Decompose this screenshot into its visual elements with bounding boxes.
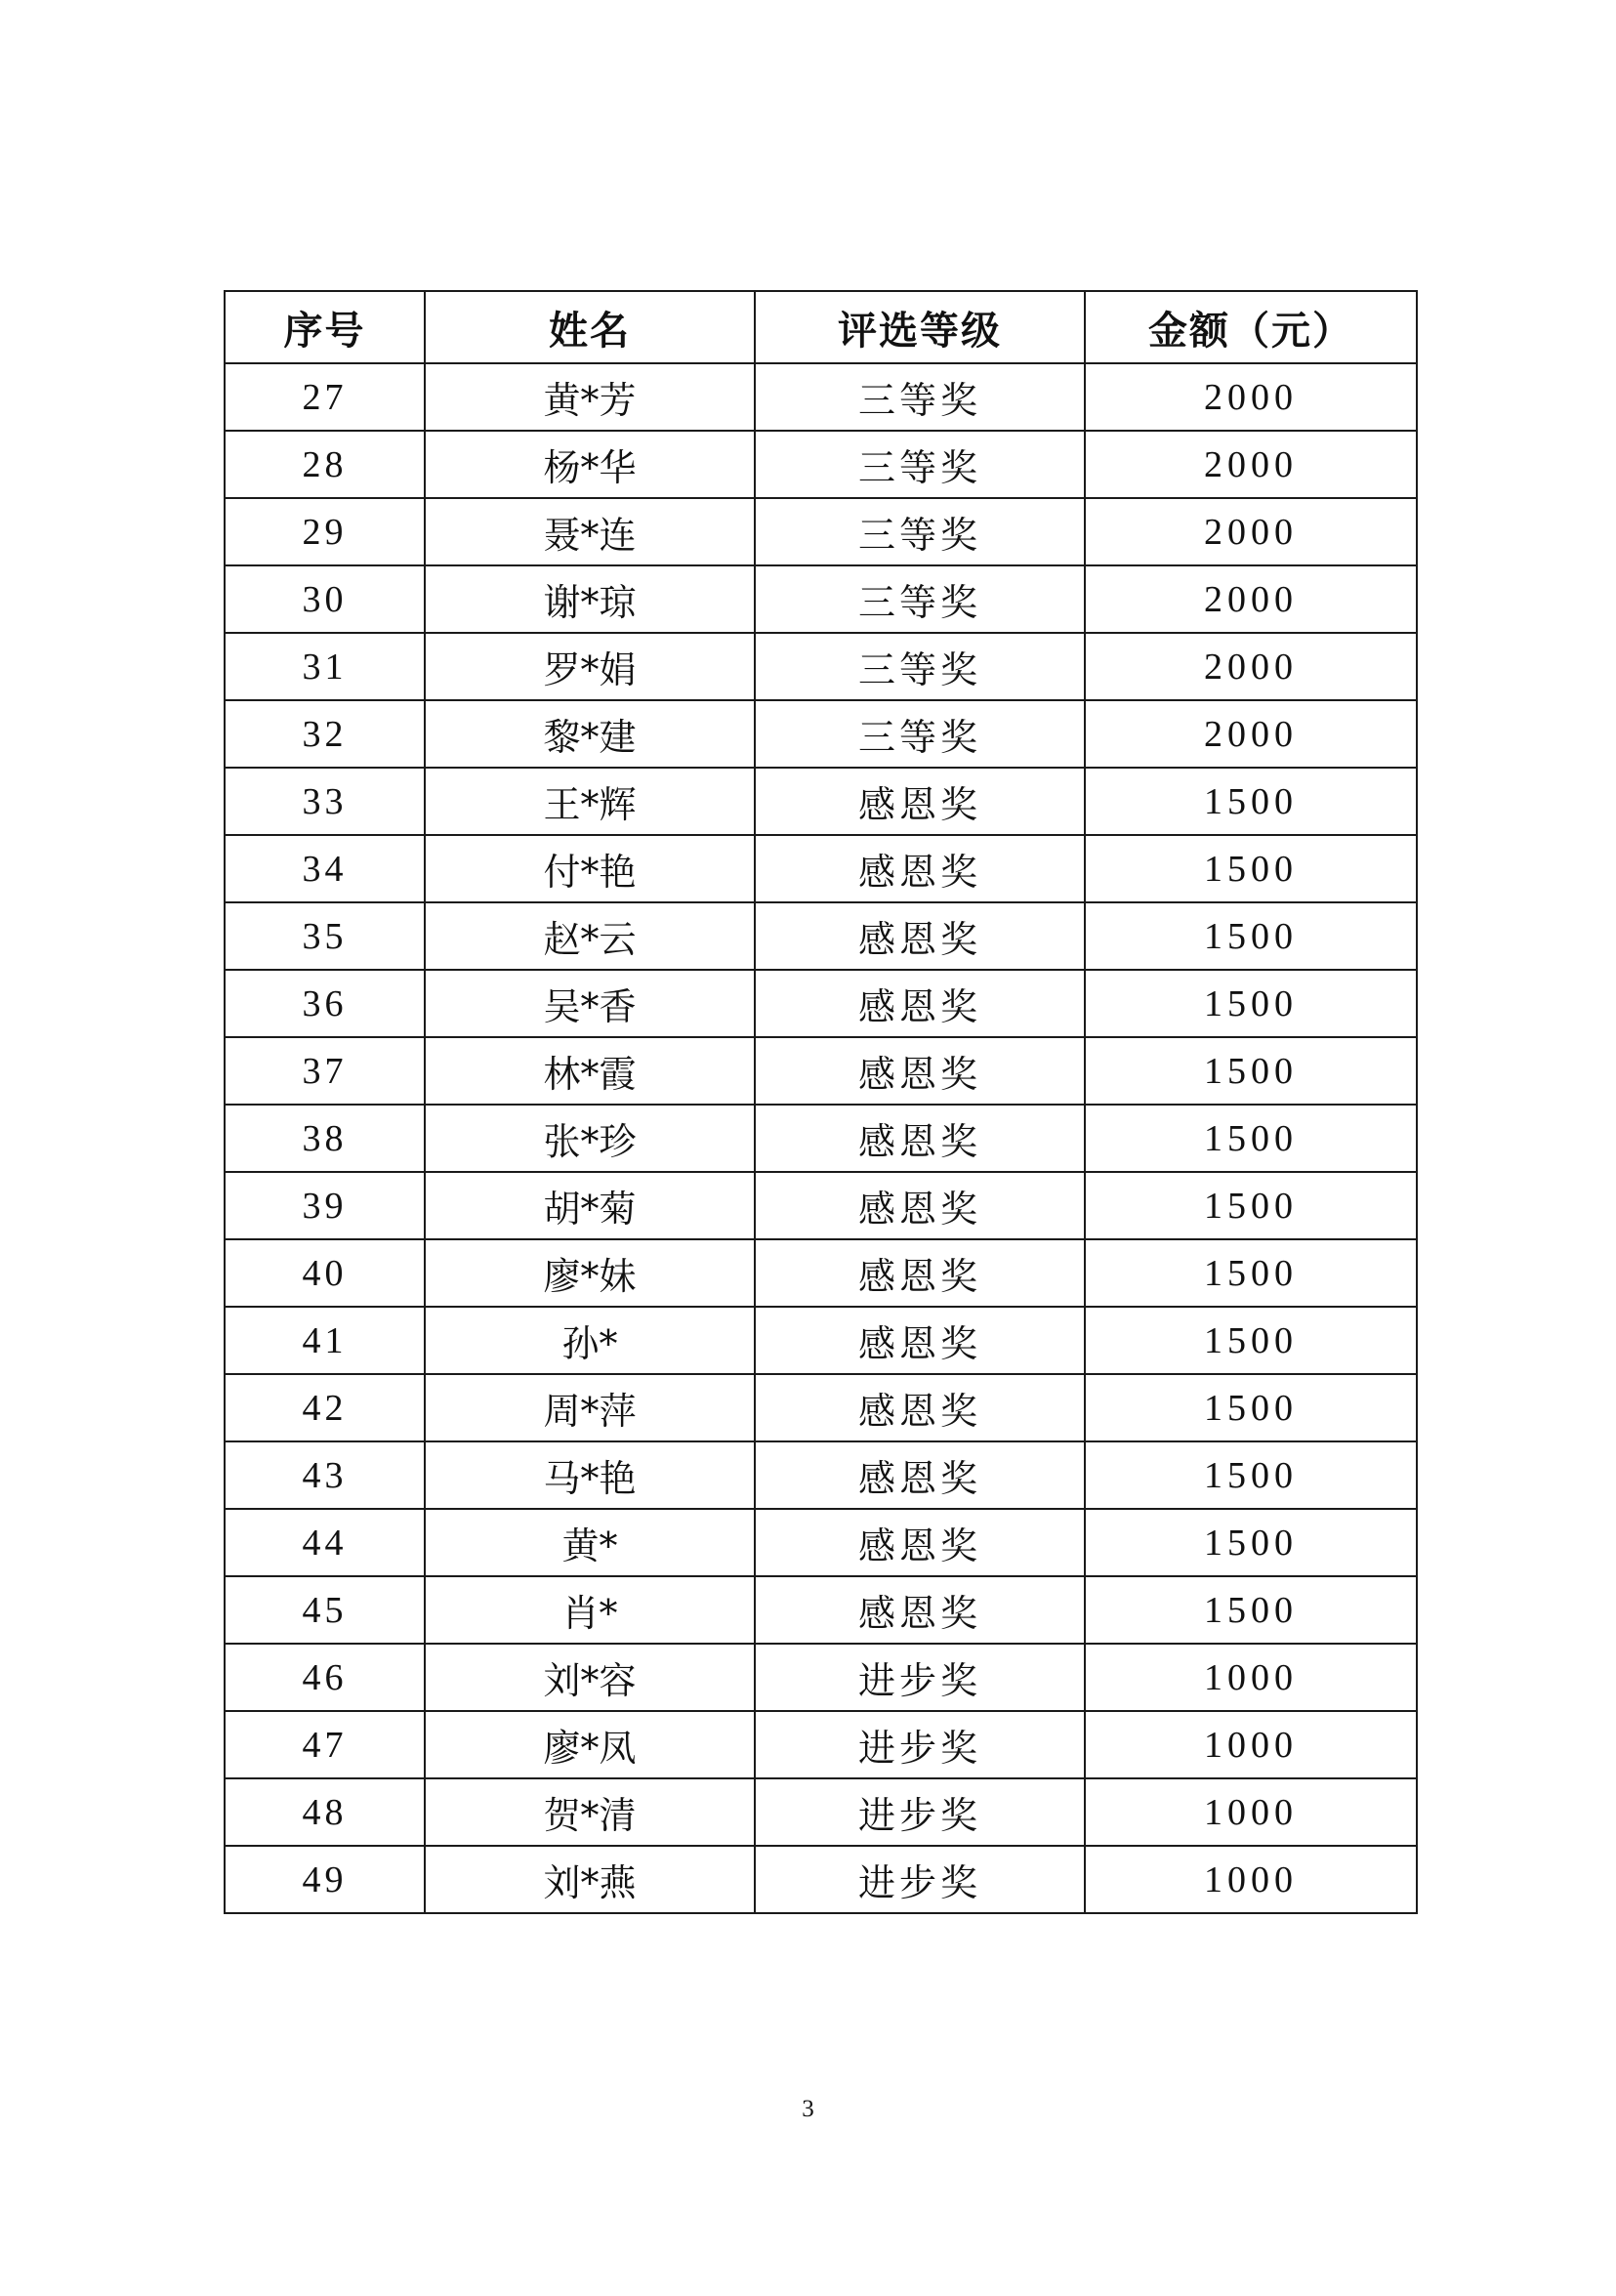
cell-index: 29 [225, 498, 425, 565]
cell-level: 感恩奖 [755, 902, 1085, 970]
table-row [225, 1239, 1417, 1307]
cell-amount: 1500 [1085, 1441, 1417, 1509]
table-row [225, 431, 1417, 498]
cell-index: 37 [225, 1037, 425, 1105]
cell-name: 廖*妹 [425, 1239, 755, 1307]
table-row [225, 1576, 1417, 1644]
cell-amount: 1500 [1085, 1374, 1417, 1441]
cell-name: 马*艳 [425, 1441, 755, 1509]
cell-name: 杨*华 [425, 431, 755, 498]
cell-index: 35 [225, 902, 425, 970]
cell-level: 感恩奖 [755, 1239, 1085, 1307]
cell-amount: 2000 [1085, 700, 1417, 768]
header-name: 姓名 [425, 291, 755, 363]
cell-name: 廖*凤 [425, 1711, 755, 1778]
cell-level: 三等奖 [755, 498, 1085, 565]
cell-index: 33 [225, 768, 425, 835]
cell-name: 王*辉 [425, 768, 755, 835]
cell-name: 孙* [425, 1307, 755, 1374]
cell-level: 感恩奖 [755, 768, 1085, 835]
cell-level: 感恩奖 [755, 1509, 1085, 1576]
cell-index: 46 [225, 1644, 425, 1711]
cell-level: 进步奖 [755, 1711, 1085, 1778]
cell-level: 感恩奖 [755, 1172, 1085, 1239]
cell-index: 28 [225, 431, 425, 498]
cell-level: 三等奖 [755, 565, 1085, 633]
cell-index: 30 [225, 565, 425, 633]
cell-level: 三等奖 [755, 363, 1085, 431]
cell-name: 罗*娟 [425, 633, 755, 700]
cell-amount: 1000 [1085, 1644, 1417, 1711]
cell-name: 刘*容 [425, 1644, 755, 1711]
cell-name: 贺*清 [425, 1778, 755, 1846]
header-index: 序号 [225, 291, 425, 363]
cell-index: 31 [225, 633, 425, 700]
cell-level: 感恩奖 [755, 1307, 1085, 1374]
table-row [225, 1172, 1417, 1239]
cell-level: 感恩奖 [755, 1374, 1085, 1441]
cell-amount: 1000 [1085, 1846, 1417, 1913]
award-table [224, 290, 1418, 1914]
cell-index: 39 [225, 1172, 425, 1239]
cell-amount: 1500 [1085, 970, 1417, 1037]
table-row [225, 1105, 1417, 1172]
cell-level: 感恩奖 [755, 1105, 1085, 1172]
table-row [225, 835, 1417, 902]
cell-amount: 1500 [1085, 1509, 1417, 1576]
cell-level: 进步奖 [755, 1778, 1085, 1846]
cell-amount: 1500 [1085, 1239, 1417, 1307]
header-amount: 金额（元） [1085, 291, 1417, 363]
cell-amount: 1500 [1085, 1307, 1417, 1374]
cell-name: 黄*芳 [425, 363, 755, 431]
cell-amount: 1000 [1085, 1711, 1417, 1778]
cell-name: 林*霞 [425, 1037, 755, 1105]
cell-name: 赵*云 [425, 902, 755, 970]
cell-name: 张*珍 [425, 1105, 755, 1172]
cell-index: 45 [225, 1576, 425, 1644]
table-row [225, 1711, 1417, 1778]
cell-name: 肖* [425, 1576, 755, 1644]
cell-level: 感恩奖 [755, 1441, 1085, 1509]
table-row [225, 363, 1417, 431]
cell-level: 感恩奖 [755, 970, 1085, 1037]
cell-level: 进步奖 [755, 1846, 1085, 1913]
cell-level: 进步奖 [755, 1644, 1085, 1711]
page-number: 3 [802, 2096, 814, 2122]
cell-amount: 1000 [1085, 1778, 1417, 1846]
cell-level: 三等奖 [755, 700, 1085, 768]
table-row [225, 1374, 1417, 1441]
header-row [225, 291, 1417, 363]
cell-index: 42 [225, 1374, 425, 1441]
cell-name: 付*艳 [425, 835, 755, 902]
table-row [225, 1441, 1417, 1509]
cell-amount: 2000 [1085, 633, 1417, 700]
cell-index: 47 [225, 1711, 425, 1778]
cell-index: 41 [225, 1307, 425, 1374]
cell-amount: 1500 [1085, 1037, 1417, 1105]
table-row [225, 498, 1417, 565]
cell-level: 感恩奖 [755, 1037, 1085, 1105]
table-row [225, 565, 1417, 633]
table-row [225, 1644, 1417, 1711]
cell-name: 吴*香 [425, 970, 755, 1037]
cell-name: 黎*建 [425, 700, 755, 768]
cell-name: 黄* [425, 1509, 755, 1576]
table-row [225, 1778, 1417, 1846]
cell-index: 49 [225, 1846, 425, 1913]
header-level: 评选等级 [755, 291, 1085, 363]
table-row [225, 768, 1417, 835]
cell-amount: 1500 [1085, 902, 1417, 970]
cell-index: 36 [225, 970, 425, 1037]
table-row [225, 902, 1417, 970]
cell-level: 感恩奖 [755, 1576, 1085, 1644]
table-row [225, 700, 1417, 768]
table-row [225, 1846, 1417, 1913]
cell-amount: 2000 [1085, 565, 1417, 633]
cell-name: 刘*燕 [425, 1846, 755, 1913]
cell-level: 三等奖 [755, 633, 1085, 700]
table-row [225, 633, 1417, 700]
table-row [225, 1307, 1417, 1374]
cell-level: 三等奖 [755, 431, 1085, 498]
cell-level: 感恩奖 [755, 835, 1085, 902]
cell-amount: 2000 [1085, 363, 1417, 431]
cell-name: 谢*琼 [425, 565, 755, 633]
cell-index: 48 [225, 1778, 425, 1846]
cell-amount: 1500 [1085, 1576, 1417, 1644]
cell-index: 38 [225, 1105, 425, 1172]
table-row [225, 970, 1417, 1037]
cell-name: 聂*连 [425, 498, 755, 565]
table-row [225, 1509, 1417, 1576]
cell-amount: 1500 [1085, 768, 1417, 835]
cell-index: 44 [225, 1509, 425, 1576]
table-row [225, 1037, 1417, 1105]
cell-index: 27 [225, 363, 425, 431]
cell-amount: 2000 [1085, 498, 1417, 565]
table-body [225, 363, 1417, 1913]
cell-name: 胡*菊 [425, 1172, 755, 1239]
cell-name: 周*萍 [425, 1374, 755, 1441]
cell-index: 43 [225, 1441, 425, 1509]
cell-index: 32 [225, 700, 425, 768]
cell-amount: 1500 [1085, 1105, 1417, 1172]
cell-amount: 1500 [1085, 1172, 1417, 1239]
cell-amount: 2000 [1085, 431, 1417, 498]
cell-amount: 1500 [1085, 835, 1417, 902]
cell-index: 40 [225, 1239, 425, 1307]
table-header [225, 291, 1417, 363]
cell-index: 34 [225, 835, 425, 902]
